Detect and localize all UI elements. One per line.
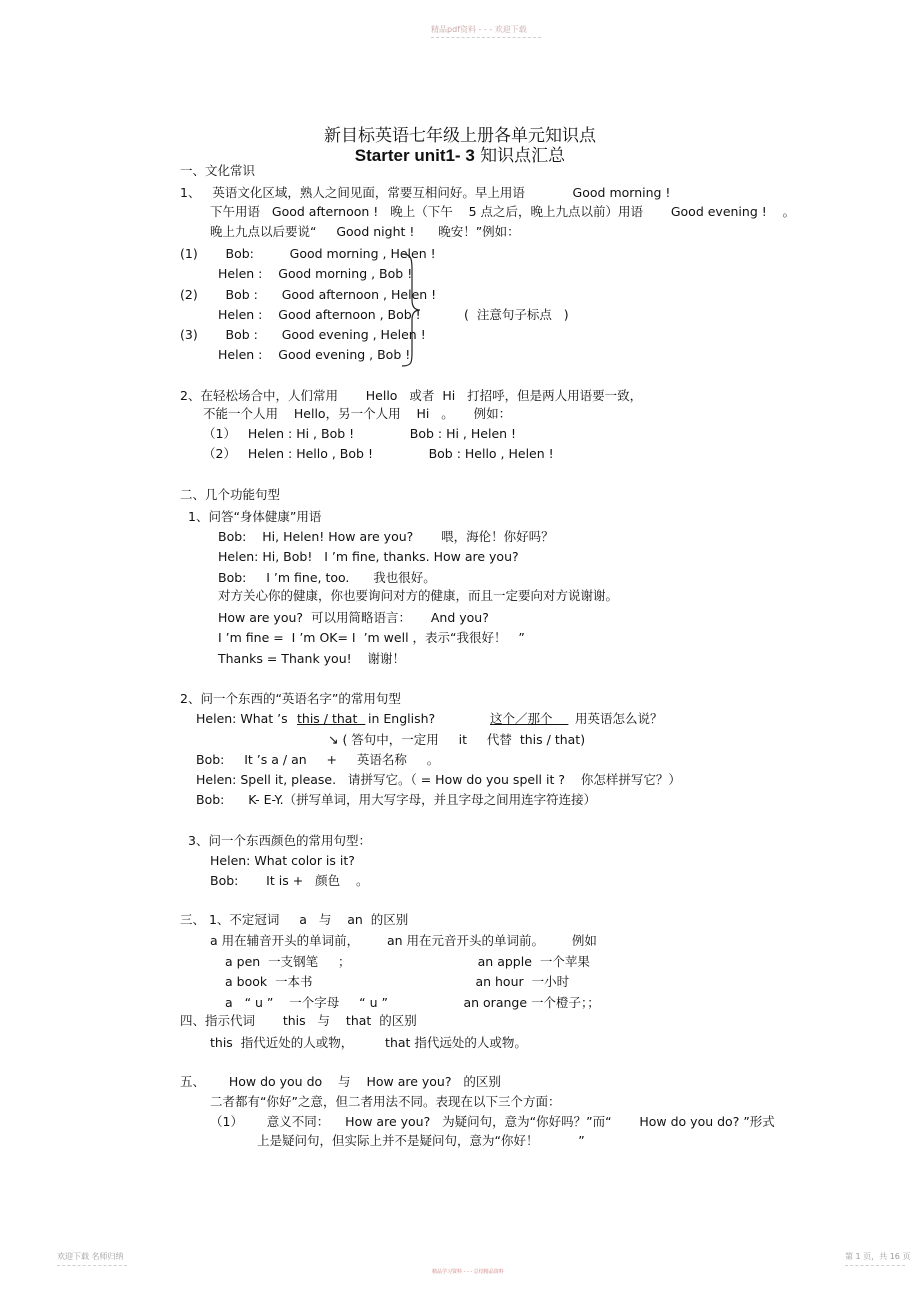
text-line: 2、在轻松场合中，人们常用 Hello 或者 Hi 打招呼，但是两人用语要一致， <box>180 388 643 403</box>
footer-left-text: 欢迎下载 名师归纳 <box>57 1252 124 1261</box>
text-line: this 指代近处的人或物， that 指代远处的人或物。 <box>210 1035 527 1050</box>
text-line: How are you? 可以用简略语言： And you? <box>218 610 489 625</box>
text-line: 二者都有“你好”之意，但二者用法不同。表现在以下三个方面： <box>210 1094 561 1109</box>
text-line: ↘ ( 答句中，一定用 it 代替 this / that) <box>328 732 586 747</box>
text-line: Helen : Good afternoon , Bob ! <box>218 307 421 322</box>
text-line: （1） Helen : Hi , Bob ! Bob : Hi , Helen ! <box>203 426 517 441</box>
text-line: Helen : Good evening , Bob ! <box>218 347 411 362</box>
text-line: (2) Bob : Good afternoon , Helen ! <box>180 287 437 302</box>
text-line: Helen: Hi, Bob! I ’m fine, thanks. How are you? <box>218 549 519 564</box>
text-line: （2） Helen : Hello , Bob ! Bob : Hello , Helen ! <box>203 446 554 461</box>
text-line: 三、 1、不定冠词 a 与 an 的区别 <box>180 912 409 927</box>
text-line: (3) Bob : Good evening , Helen ! <box>180 327 426 342</box>
text-line: 这个／那个 <box>490 711 569 726</box>
footer-middle-text: 精品学习资料 - - - 总结精品资料 <box>432 1269 504 1275</box>
text-line: 3、问一个东西颜色的常用句型： <box>188 833 371 848</box>
text-line: ( 注意句子标点 ) <box>464 307 569 322</box>
text-line: 一、文化常识 <box>180 163 256 178</box>
text-line: a “ u ” 一个字母 “ u ” an orange 一个橙子；； <box>225 995 600 1010</box>
text-line: 对方关心你的健康，你也要询问对方的健康，而且一定要向对方说谢谢。 <box>218 588 619 603</box>
document-title: 新目标英语七年级上册各单元知识点 <box>324 126 596 146</box>
footer-left-divider <box>57 1265 127 1266</box>
text-line: （1） 意义不同： How are you? 为疑问句，意为“你好吗？”而“ How do you do? ”形式 <box>210 1114 775 1129</box>
text-line: Bob: I ’m fine, too. 我也很好。 <box>218 570 436 585</box>
text-line: (1) Bob: Good morning , Helen ! <box>180 246 436 261</box>
text-line: 上是疑问句，但实际上并不是疑问句，意为“你好！ ” <box>257 1133 585 1148</box>
text-line: 下午用语 Good afternoon ! 晚上（下午 5 点之后，晚上九点以前）用语 Good evening ! 。 <box>210 204 796 219</box>
text-line: 五、 How do you do 与 How are you? 的区别 <box>180 1074 501 1089</box>
text-line: this / that <box>297 711 366 726</box>
text-line: Bob: It is + 颜色 。 <box>210 873 369 888</box>
text-line: 1、 英语文化区域，熟人之间见面，常要互相问好。早上用语 Good morning ! <box>180 185 671 200</box>
text-line: Bob: Hi, Helen! How are you? 喂，海伦！你好吗？ <box>218 529 554 544</box>
text-line: Bob: It ’s a / an + 英语名称 。 <box>196 752 440 767</box>
text-line: Helen: What color is it? <box>210 853 355 868</box>
text-line: 用英语怎么说？ <box>575 711 663 726</box>
text-line: a 用在辅音开头的单词前， an 用在元音开头的单词前。 例如 <box>210 933 597 948</box>
text-line: 1、问答“身体健康”用语 <box>188 509 322 524</box>
subtitle-bold: Starter unit1- 3 <box>354 146 475 165</box>
text-line: Thanks = Thank you! 谢谢！ <box>218 651 406 666</box>
text-line: in English? <box>368 711 436 726</box>
document-subtitle <box>0 141 920 166</box>
text-line: Helen: Spell it, please. 请拼写它。（ = How do you spell it ? 你怎样拼写它？） <box>196 772 681 787</box>
text-line: Helen: What ’s <box>196 711 304 726</box>
text-line: 不能一个人用 Hello，另一个人用 Hi 。 例如： <box>203 406 512 421</box>
text-line: I ’m fine = I ’m OK= I ’m well ，表示“我很好！ ” <box>218 630 525 645</box>
text-line: 晚上九点以后要说“ Good night ! 晚安！”例如： <box>210 224 520 239</box>
text-line: 二、几个功能句型 <box>180 487 281 502</box>
text-line: a book 一本书 an hour 一小时 <box>225 974 570 989</box>
text-line: a pen 一支钢笔 ； an apple 一个苹果 <box>225 954 590 969</box>
text-line: Bob: K- E-Y.（拼写单词，用大写字母，并且字母之间用连字符连接） <box>196 792 597 807</box>
text-line: Helen : Good morning , Bob ! <box>218 266 413 281</box>
page-header-text: 精品pdf资料 - - - 欢迎下载 <box>431 25 527 34</box>
page-number: 第 1 页，共 16 页 <box>845 1252 911 1261</box>
right-brace-icon <box>398 252 424 368</box>
footer-right-divider <box>845 1265 905 1266</box>
text-line: 2、问一个东西的“英语名字”的常用句型 <box>180 691 401 706</box>
subtitle-rest: 知识点汇总 <box>474 146 566 166</box>
header-divider <box>431 37 541 38</box>
text-line: 四、指示代词 this 与 that 的区别 <box>180 1013 417 1028</box>
